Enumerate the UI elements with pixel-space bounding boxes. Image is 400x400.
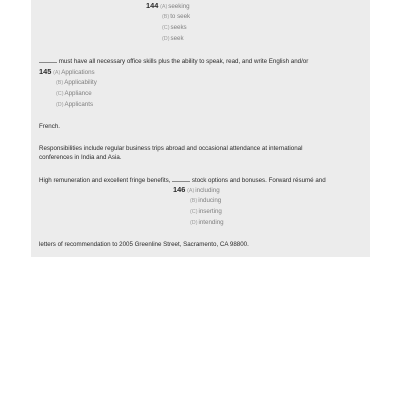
passage-line-3a: Responsibilities include regular business trips abroad and occasional attendance at international bbox=[39, 145, 303, 152]
option-c[interactable]: (C)Appliance bbox=[56, 90, 92, 97]
passage-line-5: letters of recommendation to 2005 Greenline Street, Sacramento, CA 98800. bbox=[39, 241, 249, 248]
option-d[interactable]: (D)seek bbox=[162, 35, 184, 42]
answer-blank-146[interactable] bbox=[172, 176, 190, 182]
option-a[interactable]: (A)seeking bbox=[160, 3, 190, 10]
passage-line-3b: conferences in India and Asia. bbox=[39, 154, 122, 161]
question-number: 146 bbox=[173, 185, 186, 194]
option-a[interactable]: (A)Applications bbox=[53, 69, 95, 76]
question-145 bbox=[39, 68, 95, 77]
option-c[interactable]: (C)seeks bbox=[162, 24, 187, 31]
passage-line-1: must have all necessary office skills plus the ability to speak, read, and write English and/or bbox=[39, 57, 308, 66]
question-number: 144 bbox=[146, 1, 159, 10]
question-146 bbox=[173, 186, 220, 195]
passage-line-4: High remuneration and excellent fringe benefits, stock options and bonuses. Forward résumé and bbox=[39, 177, 326, 184]
question-number: 145 bbox=[39, 67, 52, 76]
option-c[interactable]: (C)inserting bbox=[190, 208, 222, 215]
option-b[interactable]: (B)Applicability bbox=[56, 79, 97, 86]
answer-blank-145[interactable] bbox=[39, 57, 57, 63]
passage-line-2: French. bbox=[39, 123, 60, 130]
option-d[interactable]: (D)intending bbox=[190, 219, 224, 226]
question-144 bbox=[146, 2, 190, 11]
option-b[interactable]: (B)to seek bbox=[162, 13, 191, 20]
option-d[interactable]: (D)Applicants bbox=[56, 101, 94, 108]
option-a[interactable]: (A)including bbox=[187, 187, 220, 194]
option-b[interactable]: (B)inducing bbox=[190, 197, 222, 204]
